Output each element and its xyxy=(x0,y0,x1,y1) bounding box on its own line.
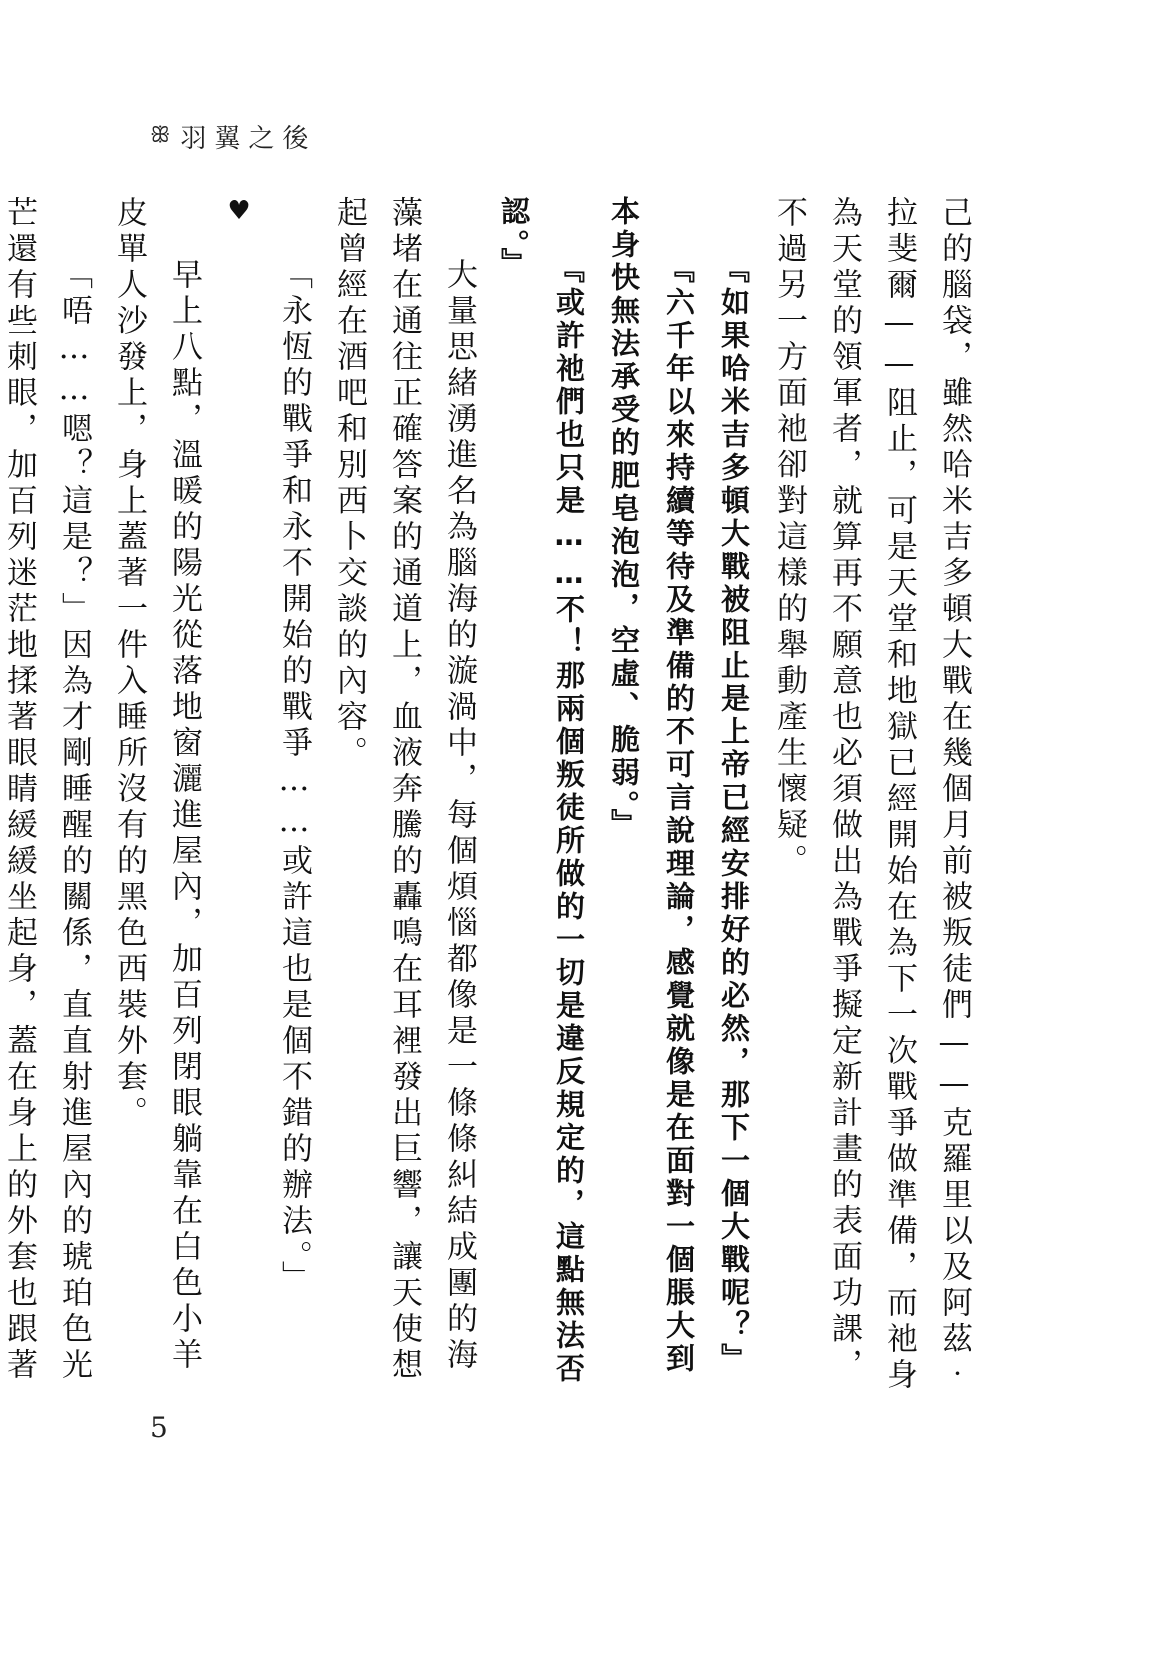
paragraph: 早上八點，溫暖的陽光從落地窗灑進屋內，加百列閉眼躺靠在白色小羊皮單人沙發上，身上蓋著一件入睡所沒有的黑色西裝外套。 xyxy=(111,196,202,1374)
scene-break-heart-icon: ♥ xyxy=(224,196,254,231)
paragraph-bold-quote: 『如果哈米吉多頓大戰被阻止是上帝已經安排好的必然，那下一個大戰呢？』 xyxy=(717,254,751,1376)
paragraph: 「唔……嗯？這是？」因為才剛睡醒的關係，直直射進屋內的琥珀色光芒還有些刺眼，加百列迷茫地揉著眼睛緩緩坐起身，蓋在身上的外套也跟著 xyxy=(1,196,92,1384)
paragraph-bold-quote: 『六千年以來持續等待及準備的不可言說理論，感覺就像是在面對一個脹大到本身快無法承受的肥皂泡泡，空虛、脆弱。』 xyxy=(607,196,696,1376)
paragraph-bold-quote: 『或許祂們也只是……不！那兩個叛徒所做的一切是違反規定的，這點無法否認。』 xyxy=(497,196,586,1386)
ornament-icon: ꕥ xyxy=(150,123,171,148)
vertical-body-text xyxy=(1,196,981,1406)
book-title: 羽翼之後 xyxy=(180,123,317,154)
running-header xyxy=(150,116,316,156)
paragraph: 己的腦袋，雖然哈米吉多頓大戰在幾個月前被叛徒們——克羅里以及阿茲‧拉斐爾——阻止，可是天堂和地獄已經開始在為下一次戰爭做準備，而祂身為天堂的領軍者，就算再不願意也必須做出為戰爭擬定新計畫的表面功課，不過另一方面祂卻對這樣的舉動產生懷疑。 xyxy=(771,196,972,1394)
page-number: 5 xyxy=(150,1411,168,1444)
paragraph-dialogue: 「永恆的戰爭和永不開始的戰爭……或許這也是個不錯的辦法。」 xyxy=(276,258,312,1297)
paragraph: 大量思緒湧進名為腦海的漩渦中，每個煩惱都像是一條條糾結成團的海藻堵在通往正確答案的通道上，血液奔騰的轟鳴在耳裡發出巨響，讓天使想起曾經在酒吧和別西卜交談的內容。 xyxy=(331,196,477,1384)
